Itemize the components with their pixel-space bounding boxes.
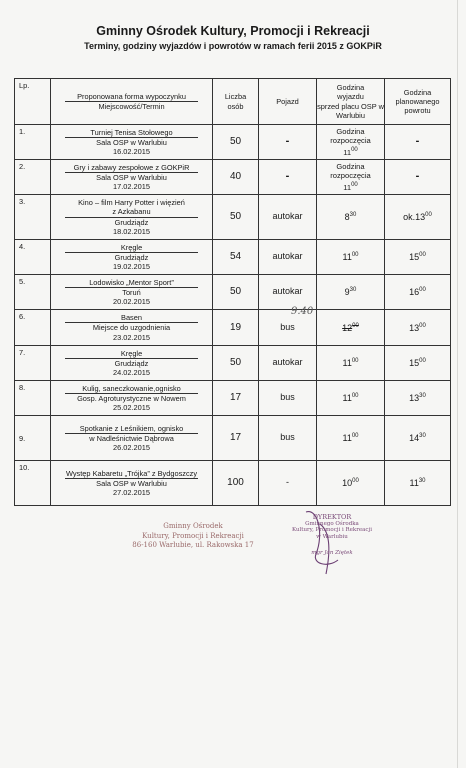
row-return: -: [385, 160, 451, 195]
row-count: 50: [213, 275, 259, 310]
row-dep-text2: rozpoczęcia: [330, 171, 371, 181]
row-dep-min: 00: [351, 358, 359, 365]
row-dep-hour: 11: [342, 393, 352, 404]
header-dep-line4: Warlubiu: [336, 110, 365, 120]
row-date: 26.02.2015: [113, 443, 150, 453]
row-place: Toruń: [122, 287, 141, 297]
row-form: [51, 240, 213, 275]
header-count-line1: Liczba: [224, 92, 247, 102]
row-vehicle: autokar: [259, 240, 317, 275]
row-lp: 6.: [15, 310, 51, 346]
row-form: [51, 275, 213, 310]
director-stamp: [292, 514, 372, 557]
row-return: [385, 416, 451, 461]
row-dep-hour-struck: 12: [342, 322, 353, 333]
row-activity: Kulig, saneczkowanie,ognisko: [82, 383, 181, 393]
row-lp: 3.: [15, 195, 51, 240]
row-vehicle: -: [259, 125, 317, 160]
row-form: [51, 125, 213, 160]
row-date: 25.02.2015: [113, 403, 150, 413]
row-count: 17: [213, 381, 259, 416]
document-subtitle: Terminy, godziny wyjazdów i powrotów w ramach ferii 2015 z GOKPiR: [84, 41, 382, 51]
row-place: Miejsce do uzgodnienia: [92, 323, 171, 333]
row-dep-text1: Godzina: [336, 162, 365, 172]
institution-stamp: [108, 522, 278, 551]
table-row: [15, 346, 451, 381]
header-ret-line1: Godzina: [403, 87, 432, 97]
row-ret-hour: 15: [409, 358, 420, 369]
row-ret-hour: 11: [409, 478, 419, 489]
row-dep-hour: 11: [342, 252, 352, 263]
row-count: 50: [213, 346, 259, 381]
row-date: 24.02.2015: [113, 368, 150, 378]
row-date: 27.02.2015: [113, 488, 150, 498]
row-departure: [317, 240, 385, 275]
document-title: Gminny Ośrodek Kultury, Promocji i Rekreacji: [96, 24, 370, 38]
handwritten-correction: 9.40: [291, 306, 314, 317]
row-form: [51, 195, 213, 240]
row-place: Sala OSP w Warlubiu: [96, 137, 167, 147]
row-dep-hour: 9: [344, 287, 350, 298]
row-ret-min: 00: [425, 212, 432, 219]
row-dep-hour: 8: [344, 212, 350, 223]
row-count: 50: [213, 125, 259, 160]
row-ret-min: 00: [419, 252, 426, 259]
row-dep-min: 00: [351, 181, 358, 188]
row-departure: [317, 125, 385, 160]
row-lp: 9.: [15, 416, 51, 461]
header-dep-line1: Godzina: [336, 82, 365, 92]
row-ret-hour: 15: [409, 252, 420, 263]
row-departure: [317, 461, 385, 506]
row-form: [51, 461, 213, 506]
row-dep-min: 00: [351, 146, 358, 153]
row-ret-hour: 13: [409, 322, 420, 333]
header-form: [51, 79, 213, 125]
row-activity: Lodowisko „Mentor Sport”: [89, 277, 174, 287]
row-dep-min: 30: [349, 287, 357, 294]
row-count: 100: [213, 461, 259, 506]
header-count: [213, 79, 259, 125]
row-return: [385, 381, 451, 416]
row-dep-min: 30: [349, 212, 357, 219]
row-lp: 1.: [15, 125, 51, 160]
row-activity-cont: z Azkabanu: [112, 207, 151, 217]
row-date: 20.02.2015: [113, 297, 150, 307]
row-vehicle: bus: [259, 310, 317, 346]
row-form: [51, 346, 213, 381]
header-return: [385, 79, 451, 125]
row-ret-min: 00: [419, 322, 426, 329]
row-date: 16.02.2015: [113, 147, 150, 157]
row-vehicle: -: [259, 461, 317, 506]
row-ret-hour: 13: [409, 393, 420, 404]
row-dep-min-struck: 00: [352, 322, 359, 329]
table-row: [15, 275, 451, 310]
row-vehicle: bus: [259, 381, 317, 416]
row-departure: [317, 416, 385, 461]
table-row: [15, 461, 451, 506]
row-ret-hour: 16: [409, 287, 420, 298]
row-ret-min: 00: [419, 287, 426, 294]
stamp-right-line4: w Warlubiu: [316, 533, 348, 540]
header-ret-line3: powrotu: [404, 106, 431, 116]
header-place-label: Miejscowość/Termin: [98, 102, 165, 111]
row-activity: Kręgle: [120, 242, 143, 252]
row-dep-text2: rozpoczęcia: [330, 136, 371, 146]
row-dep-min: 00: [351, 393, 359, 400]
schedule-table: [14, 78, 451, 506]
row-return: [385, 275, 451, 310]
row-dep-min: 00: [352, 478, 359, 485]
row-date: 17.02.2015: [113, 182, 150, 192]
row-count: 50: [213, 195, 259, 240]
row-departure: [317, 195, 385, 240]
row-vehicle: autokar: [259, 346, 317, 381]
table-row: [15, 195, 451, 240]
row-date: 23.02.2015: [113, 332, 150, 342]
row-date: 19.02.2015: [113, 262, 150, 272]
row-lp: 7.: [15, 346, 51, 381]
row-activity: Spotkanie z Leśnikiem, ognisko: [79, 423, 184, 433]
row-activity: Kino – film Harry Potter i więzień: [78, 197, 185, 207]
row-departure: [317, 275, 385, 310]
row-place: Sala OSP w Warlubiu: [96, 478, 167, 488]
header-vehicle: Pojazd: [259, 79, 317, 125]
row-lp: 10.: [15, 461, 51, 506]
row-count: 17: [213, 416, 259, 461]
row-ret-min: 00: [419, 358, 426, 365]
row-return: -: [385, 125, 451, 160]
row-count: 54: [213, 240, 259, 275]
row-activity: Występ Kabaretu „Trójka” z Bydgoszczy: [65, 468, 198, 478]
row-lp: 5.: [15, 275, 51, 310]
page-fold-line: [457, 0, 458, 768]
row-ret-hour: ok.13: [403, 212, 426, 223]
stamp-right-line3: Kultury, Promocji i Rekreacji: [292, 527, 372, 534]
row-activity: Gry i zabawy zespołowe z GOKPiR: [73, 162, 190, 172]
row-ret-min: 30: [419, 433, 426, 440]
stamp-right-line2: Gminnego Ośrodka: [305, 520, 359, 527]
row-count: 40: [213, 160, 259, 195]
row-departure: [317, 381, 385, 416]
row-vehicle: bus: [259, 416, 317, 461]
row-ret-hour: 14: [409, 433, 420, 444]
row-dep-hour: 11: [342, 358, 352, 369]
table-row: [15, 125, 451, 160]
stamp-right-line5: mgr Jan Ziętek: [311, 550, 353, 557]
row-ret-min: 30: [418, 478, 426, 485]
row-vehicle: autokar: [259, 275, 317, 310]
row-lp: 4.: [15, 240, 51, 275]
row-dep-hour: 11: [343, 147, 352, 157]
row-return: [385, 461, 451, 506]
stamp-right-line1: DYREKTOR: [312, 513, 352, 521]
row-form: [51, 160, 213, 195]
row-dep-min: 00: [351, 433, 359, 440]
row-place: w Nadleśnictwie Dąbrowa: [89, 433, 174, 443]
row-place: Gosp. Agroturystyczne w Nowem: [77, 393, 186, 403]
row-form: [51, 416, 213, 461]
header-lp: Lp.: [15, 79, 51, 125]
row-activity: Turniej Tenisa Stołowego: [90, 127, 173, 137]
table-row: [15, 240, 451, 275]
table-header-row: [15, 79, 451, 125]
row-form: [51, 381, 213, 416]
header-dep-line2: wyjazdu: [337, 92, 364, 102]
header-dep-line3: sprzed placu OSP w: [317, 101, 384, 111]
row-lp: 8.: [15, 381, 51, 416]
row-return: [385, 346, 451, 381]
row-ret-min: 30: [419, 393, 426, 400]
stamp-left-line3: 86-160 Warlubie, ul. Rakowska 17: [132, 541, 254, 549]
row-vehicle: -: [259, 160, 317, 195]
header-count-line2: osób: [227, 101, 244, 111]
row-departure: [317, 160, 385, 195]
row-lp: 2.: [15, 160, 51, 195]
row-dep-hour: 11: [343, 182, 352, 192]
row-return: [385, 310, 451, 346]
table-row: [15, 416, 451, 461]
row-place: Grudziądz: [114, 358, 149, 368]
row-return: [385, 240, 451, 275]
row-date: 18.02.2015: [113, 226, 150, 236]
table-row: [15, 310, 451, 346]
row-place: Sala OSP w Warlubiu: [96, 172, 167, 182]
row-place: Grudziądz: [114, 252, 149, 262]
row-place: Grudziądz: [114, 217, 149, 227]
row-return: [385, 195, 451, 240]
row-count: 19: [213, 310, 259, 346]
row-vehicle: autokar: [259, 195, 317, 240]
row-form: [51, 310, 213, 346]
header-form-label: Proponowana forma wypoczynku: [77, 91, 186, 101]
row-departure: [317, 346, 385, 381]
stamp-left-line2: Kultury, Promocji i Rekreacji: [142, 531, 244, 540]
table-row: [15, 381, 451, 416]
row-dep-hour: 10: [342, 478, 353, 489]
header-departure: [317, 79, 385, 125]
row-dep-hour: 11: [342, 433, 352, 444]
row-activity: Kręgle: [120, 348, 143, 358]
row-departure: [317, 310, 385, 346]
stamp-left-line1: Gminny Ośrodek: [163, 522, 223, 530]
table-row: [15, 160, 451, 195]
header-ret-line2: planowanego: [395, 96, 440, 106]
row-dep-min: 00: [351, 252, 359, 259]
row-activity: Basen: [121, 313, 142, 323]
row-dep-text1: Godzina: [336, 127, 365, 137]
